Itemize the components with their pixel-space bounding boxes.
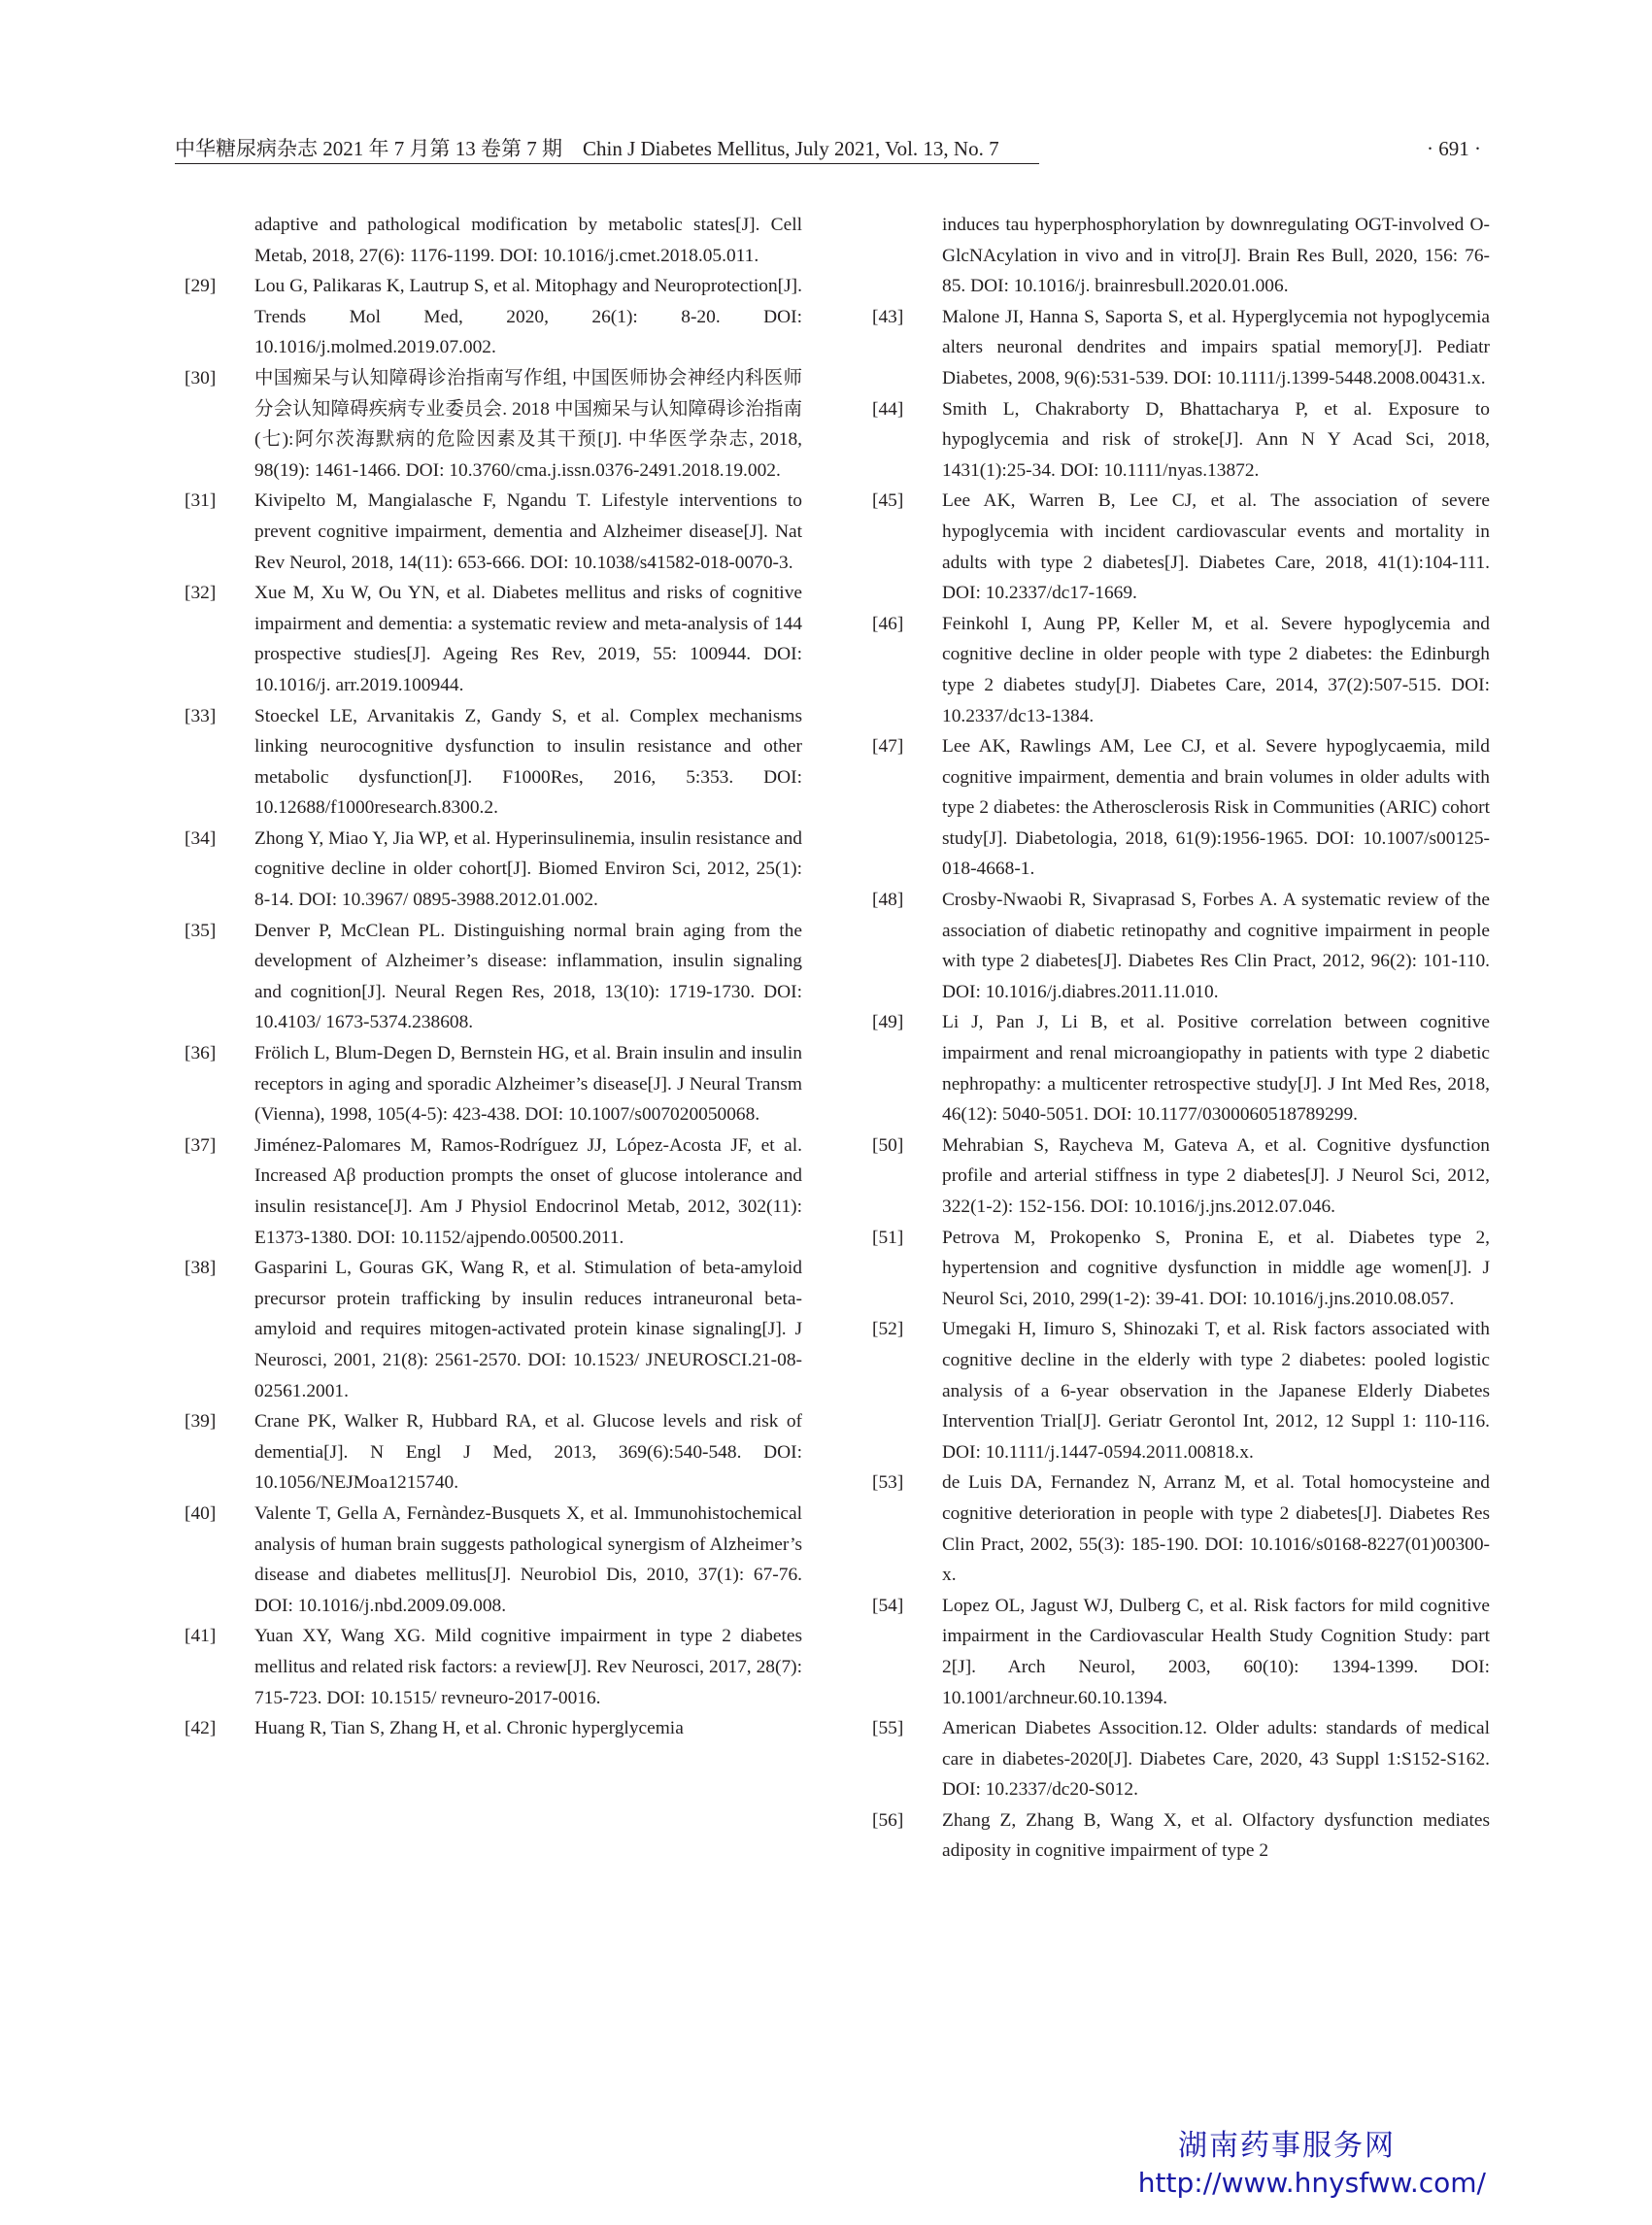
reference-text: Lee AK, Rawlings AM, Lee CJ, et al. Severe hypoglycaemia, mild cognitive impairment, dementia and brain volumes in older adults with type 2 diabetes: the Atherosclerosis Risk in Communities (ARIC) cohort study[J]. Diabetologia, 2018, 61(9):1956-1965. DOI: 10.1007/s00125-018-4668-1. (942, 736, 1490, 880)
reference-number: [45] (872, 490, 904, 512)
reference-entry (872, 1591, 1490, 1713)
reference-entry (872, 885, 1490, 1007)
reference-text: Valente T, Gella A, Fernàndez-Busquets X, et al. Immunohistochemical analysis of human brain suggests pathological synergism of Alzheimer’s disease and diabetes mellitus[J]. Neurobiol Dis, 2010, 37(1): 67-76. DOI: 10.1016/j.nbd.2009.09.008. (254, 1502, 802, 1616)
reference-entry (185, 271, 802, 363)
watermark-site-name: 湖南药事服务网 (1178, 2129, 1396, 2163)
reference-number: [34] (185, 827, 217, 849)
reference-entry (185, 578, 802, 700)
reference-text: Gasparini L, Gouras GK, Wang R, et al. Stimulation of beta-amyloid precursor protein trafficking by insulin reduces intraneuronal beta-amyloid and requires mitogen-activated protein kinase signaling[J]. J Neurosci, 2001, 21(8): 2561-2570. DOI: 10.1523/ JNEUROSCI.21-08-02561.2001. (254, 1258, 802, 1401)
reference-number: [36] (185, 1043, 217, 1064)
reference-text: Lou G, Palikaras K, Lautrup S, et al. Mitophagy and Neuroprotection[J]. Trends Mol Med, 2020, 26(1): 8-20. DOI: 10.1016/j.molmed.2019.07.002. (254, 276, 802, 358)
reference-text: Petrova M, Prokopenko S, Pronina E, et al. Diabetes type 2, hypertension and cognitive dysfunction in middle age women[J]. J Neurol Sci, 2010, 299(1-2): 39-41. DOI: 10.1016/j.jns.2010.08.057. (942, 1227, 1490, 1309)
reference-number: [54] (872, 1595, 904, 1616)
reference-text: adaptive and pathological modification by metabolic states[J]. Cell Metab, 2018, 27(6): 1176-1199. DOI: 10.1016/j.cmet.2018.05.011. (254, 215, 802, 266)
reference-text: Malone JI, Hanna S, Saporta S, et al. Hyperglycemia not hypoglycemia alters neuronal dendrites and impairs spatial memory[J]. Pediatr Diabetes, 2008, 9(6):531-539. DOI: 10.1111/j.1399-5448.2008.00431.x. (942, 306, 1490, 388)
reference-entry (185, 1253, 802, 1406)
page-number: · 691 · (1427, 137, 1481, 160)
reference-text: Kivipelto M, Mangialasche F, Ngandu T. Lifestyle interventions to prevent cognitive impairment, dementia and Alzheimer disease[J]. Nat Rev Neurol, 2018, 14(11): 653-666. DOI: 10.1038/s41582-018-0070-3. (254, 490, 802, 573)
reference-number: [38] (185, 1258, 217, 1279)
reference-entry (872, 302, 1490, 394)
reference-number: [31] (185, 490, 217, 512)
reference-text: induces tau hyperphosphorylation by downregulating OGT-involved O-GlcNAcylation in vivo and in vitro[J]. Brain Res Bull, 2020, 156: 76-85. DOI: 10.1016/j. brainresbull.2020.01.006. (942, 215, 1490, 297)
reference-column-right (872, 210, 1490, 1867)
reference-entry (185, 363, 802, 486)
reference-entry (185, 486, 802, 578)
reference-entry (872, 1130, 1490, 1223)
reference-number: [37] (185, 1134, 217, 1156)
reference-entry (872, 609, 1490, 731)
journal-citation-line: 中华糖尿病杂志 2021 年 7 月第 13 卷第 7 期 Chin J Diabetes Mellitus, July 2021, Vol. 13, No. 7 (175, 137, 999, 160)
reference-number: [49] (872, 1012, 904, 1033)
reference-number: [33] (185, 705, 217, 726)
reference-text: Lopez OL, Jagust WJ, Dulberg C, et al. Risk factors for mild cognitive impairment in the Cardiovascular Health Study Cognition Study: part 2[J]. Arch Neurol, 2003, 60(10): 1394-1399. DOI: 10.1001/archneur.60.10.1394. (942, 1595, 1490, 1708)
reference-text: Huang R, Tian S, Zhang H, et al. Chronic hyperglycemia (254, 1718, 684, 1739)
reference-entry (872, 1314, 1490, 1467)
reference-entry (185, 916, 802, 1038)
reference-entry (872, 1713, 1490, 1805)
reference-entry (872, 210, 1490, 302)
reference-number: [47] (872, 736, 904, 758)
reference-number: [40] (185, 1502, 217, 1524)
reference-text: Zhong Y, Miao Y, Jia WP, et al. Hyperinsulinemia, insulin resistance and cognitive decline in older cohort[J]. Biomed Environ Sci, 2012, 25(1): 8-14. DOI: 10.3967/ 0895-3988.2012.01.002. (254, 827, 802, 911)
reference-text: Zhang Z, Zhang B, Wang X, et al. Olfactory dysfunction mediates adiposity in cognitive impairment of type 2 (942, 1809, 1490, 1862)
reference-text: American Diabetes Assocition.12. Older adults: standards of medical care in diabetes-2020[J]. Diabetes Care, 2020, 43 Suppl 1:S152-S162. DOI: 10.2337/dc20-S012. (942, 1718, 1490, 1801)
reference-column-left (185, 210, 802, 1744)
reference-number: [42] (185, 1718, 217, 1739)
reference-number: [52] (872, 1319, 904, 1340)
reference-entry (872, 486, 1490, 608)
reference-entry (872, 394, 1490, 487)
reference-text: Crosby-Nwaobi R, Sivaprasad S, Forbes A. A systematic review of the association of diabetic retinopathy and cognitive impairment in people with type 2 diabetes[J]. Diabetes Res Clin Pract, 2012, 96(2): 101-110. DOI: 10.1016/j.diabres.2011.11.010. (942, 890, 1490, 1002)
reference-entry (185, 1130, 802, 1253)
reference-number: [50] (872, 1134, 904, 1156)
reference-number: [44] (872, 398, 904, 420)
reference-entry (185, 1713, 802, 1744)
reference-entry (872, 1805, 1490, 1867)
reference-entry (185, 824, 802, 916)
reference-text: Xue M, Xu W, Ou YN, et al. Diabetes mellitus and risks of cognitive impairment and dementia: a systematic review and meta-analysis of 144 prospective studies[J]. Ageing Res Rev, 2019, 55: 100944. DOI: 10.1016/j. arr.2019.100944. (254, 583, 802, 695)
reference-number: [30] (185, 367, 217, 388)
reference-entry (872, 1007, 1490, 1129)
reference-text: Lee AK, Warren B, Lee CJ, et al. The association of severe hypoglycemia with incident cardiovascular events and mortality in adults with type 2 diabetes[J]. Diabetes Care, 2018, 41(1):104-111. DOI: 10.2337/dc17-1669. (942, 490, 1490, 604)
reference-text: Mehrabian S, Raycheva M, Gateva A, et al. Cognitive dysfunction profile and arterial stiffness in type 2 diabetes[J]. J Neurol Sci, 2012, 322(1-2): 152-156. DOI: 10.1016/j.jns.2012.07.046. (942, 1134, 1490, 1217)
reference-text: 中国痴呆与认知障碍诊治指南写作组, 中国医师协会神经内科医师分会认知障碍疾病专业委员会. 2018 中国痴呆与认知障碍诊治指南(七):阿尔茨海默病的危险因素及其干预[J]. 中华医学杂志, 2018, 98(19): 1461-1466. DOI: 10.3760/cma.j.issn.0376-2491.2018.19.002. (254, 367, 802, 481)
reference-entry (872, 1467, 1490, 1590)
reference-number: [43] (872, 306, 904, 327)
reference-entry (185, 701, 802, 824)
reference-number: [55] (872, 1718, 904, 1739)
reference-number: [41] (185, 1626, 217, 1647)
reference-text: de Luis DA, Fernandez N, Arranz M, et al. Total homocysteine and cognitive deterioration in people with type 2 diabetes[J]. Diabetes Res Clin Pract, 2002, 55(3): 185-190. DOI: 10.1016/s0168-8227(01)00300-x. (942, 1472, 1490, 1586)
reference-text: Yuan XY, Wang XG. Mild cognitive impairment in type 2 diabetes mellitus and related risk factors: a review[J]. Rev Neurosci, 2017, 28(7): 715-723. DOI: 10.1515/ revneuro-2017-0016. (254, 1626, 802, 1708)
running-header (175, 132, 1481, 165)
reference-entry (872, 1223, 1490, 1315)
reference-entry (185, 1499, 802, 1621)
reference-entry (185, 1038, 802, 1130)
reference-number: [56] (872, 1809, 904, 1831)
reference-number: [46] (872, 613, 904, 634)
reference-entry (185, 1621, 802, 1713)
reference-number: [39] (185, 1411, 217, 1433)
reference-text: Frölich L, Blum-Degen D, Bernstein HG, et al. Brain insulin and insulin receptors in aging and sporadic Alzheimer’s disease[J]. J Neural Transm (Vienna), 1998, 105(4-5): 423-438. DOI: 10.1007/s007020050068. (254, 1043, 802, 1126)
reference-number: [51] (872, 1227, 904, 1248)
reference-text: Jiménez-Palomares M, Ramos-Rodríguez JJ, López-Acosta JF, et al. Increased Aβ production prompts the onset of glucose intolerance and insulin resistance[J]. Am J Physiol Endocrinol Metab, 2012, 302(11): E1373-1380. DOI: 10.1152/ajpendo.00500.2011. (254, 1134, 802, 1248)
reference-entry (185, 1406, 802, 1499)
reference-text: Li J, Pan J, Li B, et al. Positive correlation between cognitive impairment and renal microangiopathy in patients with type 2 diabetic nephropathy: a multicenter retrospective study[J]. J Int Med Res, 2018, 46(12): 5040-5051. DOI: 10.1177/0300060518789299. (942, 1012, 1490, 1126)
reference-text: Denver P, McClean PL. Distinguishing normal brain aging from the development of Alzheimer’s disease: inflammation, insulin signaling and cognition[J]. Neural Regen Res, 2018, 13(10): 1719-1730. DOI: 10.4103/ 1673-5374.238608. (254, 920, 802, 1033)
reference-text: Smith L, Chakraborty D, Bhattacharya P, et al. Exposure to hypoglycemia and risk of stroke[J]. Ann N Y Acad Sci, 2018, 1431(1):25-34. DOI: 10.1111/nyas.13872. (942, 398, 1490, 481)
reference-text: Umegaki H, Iimuro S, Shinozaki T, et al. Risk factors associated with cognitive decline in the elderly with type 2 diabetes: pooled logistic analysis of a 6-year observation in the Japanese Elderly Diabetes Intervention Trial[J]. Geriatr Gerontol Int, 2012, 12 Suppl 1: 110-116. DOI: 10.1111/j.1447-0594.2011.00818.x. (942, 1319, 1490, 1463)
reference-number: [35] (185, 920, 217, 941)
reference-text: Feinkohl I, Aung PP, Keller M, et al. Severe hypoglycemia and cognitive decline in older people with type 2 diabetes: the Edinburgh type 2 diabetes study[J]. Diabetes Care, 2014, 37(2):507-515. DOI: 10.2337/dc13-1384. (942, 613, 1490, 726)
header-rule (175, 163, 1039, 164)
watermark (1059, 2127, 1486, 2201)
reference-text: Crane PK, Walker R, Hubbard RA, et al. Glucose levels and risk of dementia[J]. N Engl J Med, 2013, 369(6):540-548. DOI: 10.1056/NEJMoa1215740. (254, 1411, 802, 1494)
reference-entry (185, 210, 802, 271)
reference-number: [32] (185, 583, 217, 604)
reference-text: Stoeckel LE, Arvanitakis Z, Gandy S, et al. Complex mechanisms linking neurocognitive dysfunction to insulin resistance and other metabolic dysfunction[J]. F1000Res, 2016, 5:353. DOI: 10.12688/f1000research.8300.2. (254, 705, 802, 819)
watermark-url[interactable]: http://www.hnysfww.com/ (1137, 2167, 1486, 2199)
reference-number: [53] (872, 1472, 904, 1494)
reference-number: [48] (872, 890, 904, 911)
reference-entry (872, 731, 1490, 885)
reference-number: [29] (185, 276, 217, 297)
